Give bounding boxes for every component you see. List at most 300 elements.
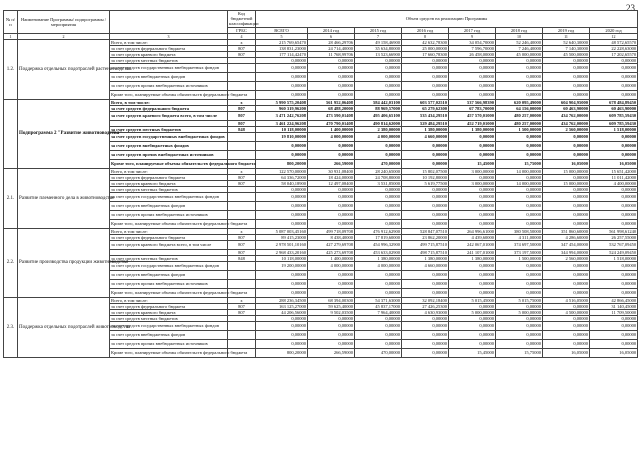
- year-value: 1 380,00000: [402, 255, 449, 261]
- year-value: 678 484,89450: [590, 99, 638, 105]
- year-value: 452 719,01000: [449, 120, 496, 126]
- year-value: 0,00000: [590, 315, 638, 321]
- year-value: 0,00000: [355, 279, 402, 288]
- year-value: 4 000,00000: [355, 132, 402, 141]
- total-value: 3 461 224,96208: [256, 120, 308, 126]
- total-value: 0,00000: [256, 330, 308, 339]
- year-value: 0,00000: [355, 270, 402, 279]
- grbs-code: х: [228, 39, 256, 45]
- group-number: 2.3.: [4, 297, 18, 357]
- year-value: 0,00000: [496, 141, 543, 150]
- year-value: 0,00000: [355, 339, 402, 348]
- year-value: 3 000,00000: [449, 168, 496, 174]
- grbs-code: [228, 72, 256, 81]
- year-value: 0,00000: [308, 90, 355, 99]
- year-value: 0,00000: [402, 321, 449, 330]
- grbs-code: [228, 210, 256, 219]
- grbs-code: 807: [228, 45, 256, 51]
- year-value: 0,00000: [308, 63, 355, 72]
- column-index: 7: [355, 33, 402, 39]
- grbs-code: 848: [228, 126, 256, 132]
- funding-source-label: Всего, в том числе:: [110, 297, 228, 303]
- year-value: 0,00000: [402, 81, 449, 90]
- funding-source-label: за счет средств государственных внебюджетных фондов: [110, 192, 228, 201]
- year-value: 0,00000: [590, 339, 638, 348]
- year-value: 7 964,40000: [355, 309, 402, 315]
- funding-source-label: за счет средств местных бюджетов: [110, 255, 228, 261]
- total-value: 2 978 501,10160: [256, 240, 308, 249]
- year-value: 0,00000: [355, 90, 402, 99]
- funding-source-label: за счет средств государственных внебюджетных фондов: [110, 321, 228, 330]
- year-value: 0,00000: [355, 330, 402, 339]
- year-value: 0,00000: [449, 219, 496, 228]
- funding-source-label: Кроме того, планируемые объемы обязательств федерального бюджета: [110, 348, 228, 357]
- funding-source-label: за счет средств внебюджетных фондов: [110, 72, 228, 81]
- total-value: 10 118,00000: [256, 126, 308, 132]
- year-value: 0,00000: [496, 279, 543, 288]
- year-value: 0,00000: [496, 201, 543, 210]
- year-value: 0,00000: [402, 192, 449, 201]
- year-value: 0,00000: [449, 339, 496, 348]
- budget-table: [3, 10, 638, 358]
- funding-source-label: за счет средств местных бюджетов: [110, 186, 228, 192]
- header-total: ВСЕГО: [256, 27, 308, 33]
- year-value: 0,00000: [355, 63, 402, 72]
- year-value: 0,00000: [355, 72, 402, 81]
- year-value: 4 660,00000: [402, 132, 449, 141]
- total-value: 0,00000: [256, 57, 308, 63]
- year-value: 31 140,45000: [590, 303, 638, 309]
- header-source: [110, 11, 228, 34]
- total-value: 0,00000: [256, 81, 308, 90]
- year-value: 0,00000: [496, 303, 543, 309]
- year-value: 3 000,00000: [449, 180, 496, 186]
- year-value: 0,00000: [449, 132, 496, 141]
- page-number: 23: [626, 3, 635, 13]
- year-value: 498 715,87510: [402, 249, 449, 255]
- grbs-code: 807: [228, 111, 256, 120]
- year-value: 0,00000: [402, 219, 449, 228]
- year-value: 16,05000: [590, 348, 638, 357]
- total-value: 89 415,23000: [256, 234, 308, 240]
- year-value: 0,00000: [308, 315, 355, 321]
- total-value: 177 114,42470: [256, 51, 308, 57]
- year-value: 0,00000: [543, 330, 590, 339]
- year-value: 0,00000: [543, 192, 590, 201]
- grbs-code: 807: [228, 249, 256, 255]
- year-value: 0,00000: [402, 90, 449, 99]
- year-value: 0,00000: [543, 141, 590, 150]
- year-value: 561 952,06408: [308, 99, 355, 105]
- year-value: 0,00000: [496, 261, 543, 270]
- year-value: 0,00000: [308, 321, 355, 330]
- year-value: 1 500,00000: [496, 255, 543, 261]
- year-value: 0,00000: [543, 57, 590, 63]
- funding-source-label: за счет средств внебюджетных фондов: [110, 201, 228, 210]
- total-value: 960 319,96200: [256, 105, 308, 111]
- total-value: 215 769,65470: [256, 39, 308, 45]
- year-value: 0,00000: [308, 288, 355, 297]
- year-value: 25 000,00000: [402, 45, 449, 51]
- year-value: 64 156,00000: [496, 105, 543, 111]
- grbs-code: 807: [228, 105, 256, 111]
- year-value: 470 790,01408: [308, 120, 355, 126]
- year-value: 23 862,20000: [402, 234, 449, 240]
- year-value: 499 715,87510: [402, 240, 449, 249]
- year-value: 0,00000: [543, 63, 590, 72]
- year-value: 0,00000: [308, 186, 355, 192]
- year-value: 34 054,70000: [449, 39, 496, 45]
- year-value: 0,00000: [402, 159, 449, 168]
- year-value: 5 000,00000: [496, 309, 543, 315]
- year-value: 67 783,70000: [449, 105, 496, 111]
- year-value: 0,00000: [496, 81, 543, 90]
- grbs-code: [228, 270, 256, 279]
- total-value: 5 990 575,20408: [256, 99, 308, 105]
- year-value: 15 651,42000: [590, 168, 638, 174]
- year-value: 264 996,61000: [449, 228, 496, 234]
- total-value: 0,00000: [256, 279, 308, 288]
- year-value: 0,00000: [308, 57, 355, 63]
- funding-source-label: Кроме того, планируемые объемы обязательств федерального бюджета: [110, 219, 228, 228]
- year-value: 0,00000: [449, 186, 496, 192]
- year-value: 60 463,90000: [543, 105, 590, 111]
- funding-source-label: за счет средств государственных внебюджетных фондов: [110, 132, 228, 141]
- funding-source-label: за счет средств федерального бюджета: [110, 234, 228, 240]
- year-value: 0,00000: [402, 57, 449, 63]
- year-value: 2 380,00000: [355, 126, 402, 132]
- year-value: 2 560,00000: [543, 126, 590, 132]
- year-value: 0,00000: [590, 57, 638, 63]
- year-value: 0,00000: [449, 330, 496, 339]
- year-value: 32 092,18400: [402, 297, 449, 303]
- year-value: 4 500,00000: [543, 309, 590, 315]
- year-value: 15,45000: [449, 159, 496, 168]
- year-value: 1 500,00000: [496, 126, 543, 132]
- year-value: 0,00000: [543, 270, 590, 279]
- year-value: 0,00000: [543, 201, 590, 210]
- year-value: 0,00000: [590, 90, 638, 99]
- year-value: 5 000,00000: [449, 309, 496, 315]
- total-value: 64 336,72000: [256, 174, 308, 180]
- year-value: 11 768,99706: [308, 51, 355, 57]
- grbs-code: [228, 192, 256, 201]
- year-value: 0,00000: [355, 81, 402, 90]
- total-value: 800,20000: [256, 348, 308, 357]
- funding-source-label: за счет средств внебюджетных фондов: [110, 330, 228, 339]
- year-value: 0,00000: [590, 330, 638, 339]
- total-value: 10 118,00000: [256, 255, 308, 261]
- funding-source-label: Всего, в том числе:: [110, 228, 228, 234]
- total-value: 0,00000: [256, 186, 308, 192]
- year-value: 453 633,02900: [355, 249, 402, 255]
- year-value: 17 660,78300: [402, 51, 449, 57]
- year-value: 1 400,00000: [308, 255, 355, 261]
- year-value: 0,00000: [402, 141, 449, 150]
- total-value: 122 570,00000: [256, 168, 308, 174]
- grbs-code: 807: [228, 180, 256, 186]
- header-year: 2014 год: [308, 27, 355, 33]
- year-value: 0,00000: [355, 321, 402, 330]
- year-value: 0,00000: [355, 219, 402, 228]
- year-value: 0,00000: [543, 339, 590, 348]
- year-value: 0,00000: [308, 141, 355, 150]
- year-value: 0,00000: [590, 63, 638, 72]
- total-value: 19 810,00000: [256, 132, 308, 141]
- year-value: 495 406,65100: [355, 111, 402, 120]
- total-value: 0,00000: [256, 192, 308, 201]
- funding-source-label: за счет средств прочих внебюджетных источников: [110, 81, 228, 90]
- year-value: 1 400,00000: [308, 126, 355, 132]
- funding-source-label: за счет средств федерального бюджета: [110, 105, 228, 111]
- year-value: 0,00000: [543, 186, 590, 192]
- year-value: 0,00000: [449, 57, 496, 63]
- funding-source-label: за счет средств федерального бюджета: [110, 303, 228, 309]
- year-value: 532 767,09450: [590, 240, 638, 249]
- total-value: 3 471 242,76208: [256, 111, 308, 120]
- year-value: 0,00000: [590, 201, 638, 210]
- funding-source-label: за счет средств прочих внебюджетных источников: [110, 150, 228, 159]
- year-value: 30 931,08400: [308, 168, 355, 174]
- year-value: 0,00000: [590, 81, 638, 90]
- year-value: 0,00000: [496, 186, 543, 192]
- total-value: 0,00000: [256, 321, 308, 330]
- year-value: 0,00000: [590, 270, 638, 279]
- header-year: 2017 год: [449, 27, 496, 33]
- year-value: 13 523,66900: [355, 51, 402, 57]
- year-value: 0,00000: [308, 279, 355, 288]
- grbs-code: [228, 279, 256, 288]
- total-value: 0,00000: [256, 315, 308, 321]
- year-value: 0,00000: [449, 141, 496, 150]
- column-index: 4: [228, 33, 256, 39]
- year-value: 0,00000: [449, 81, 496, 90]
- year-value: 3 531,85000: [355, 180, 402, 186]
- year-value: 17 202,65570: [590, 51, 638, 57]
- year-value: 26 458,00000: [449, 51, 496, 57]
- year-value: 0,00000: [402, 201, 449, 210]
- funding-source-label: за счет средств местных бюджетов: [110, 315, 228, 321]
- year-value: 0,00000: [402, 186, 449, 192]
- year-value: 4 000,00000: [308, 132, 355, 141]
- total-value: 0,00000: [256, 270, 308, 279]
- year-value: 4 400,00000: [590, 180, 638, 186]
- group-number: 1.2.: [4, 39, 18, 99]
- year-value: 604 904,95000: [543, 99, 590, 105]
- year-value: 9 502,03500: [308, 309, 355, 315]
- grbs-code: [228, 63, 256, 72]
- year-value: 0,00000: [355, 186, 402, 192]
- header-year: 2018 год: [496, 27, 543, 33]
- year-value: 17 819,60000: [355, 234, 402, 240]
- year-value: 0,00000: [590, 321, 638, 330]
- total-value: 800,20000: [256, 159, 308, 168]
- year-value: 620 095,49000: [496, 99, 543, 105]
- year-value: 0,00000: [308, 81, 355, 90]
- year-value: 476 912,62900: [355, 228, 402, 234]
- year-value: 16,05000: [543, 348, 590, 357]
- year-value: 0,00000: [496, 192, 543, 201]
- year-value: 49 158,46900: [355, 39, 402, 45]
- year-value: 374 697,50000: [496, 240, 543, 249]
- year-value: 0,00000: [496, 270, 543, 279]
- year-value: 242 067,01000: [449, 240, 496, 249]
- year-value: 0,00000: [402, 279, 449, 288]
- year-value: 373 197,50000: [496, 249, 543, 255]
- year-value: 0,00000: [543, 72, 590, 81]
- funding-source-label: Кроме того, планируемые объемы обязательств федерального бюджета: [110, 288, 228, 297]
- year-value: 4 630,93000: [402, 309, 449, 315]
- grbs-code: 807: [228, 51, 256, 57]
- year-value: 4 439,60000: [449, 234, 496, 240]
- year-value: 11 709,50000: [590, 309, 638, 315]
- year-value: 454 996,32900: [355, 240, 402, 249]
- year-value: 480 257,00000: [496, 120, 543, 126]
- year-value: 0,00000: [496, 90, 543, 99]
- year-value: 344 994,00000: [543, 249, 590, 255]
- year-value: 528 847,07510: [402, 228, 449, 234]
- total-value: 0,00000: [256, 219, 308, 228]
- year-value: 0,00000: [543, 132, 590, 141]
- year-value: 0,00000: [590, 141, 638, 150]
- year-value: 0,00000: [308, 330, 355, 339]
- year-value: 15,45000: [449, 348, 496, 357]
- funding-source-label: за счет средств внебюджетных фондов: [110, 141, 228, 150]
- year-value: 561 998,61240: [590, 228, 638, 234]
- year-value: 18 424,00000: [308, 174, 355, 180]
- year-value: 0,00000: [355, 192, 402, 201]
- year-value: 470,00000: [355, 159, 402, 168]
- year-value: 0,00000: [308, 72, 355, 81]
- year-value: 1 380,00000: [449, 255, 496, 261]
- column-index: 3: [110, 33, 228, 39]
- year-value: 0,00000: [496, 57, 543, 63]
- funding-source-label: за счет средств краевого бюджета: [110, 51, 228, 57]
- year-value: 266,59000: [308, 348, 355, 357]
- year-value: 0,00000: [590, 150, 638, 159]
- year-value: 16,05000: [590, 159, 638, 168]
- year-value: 0,00000: [308, 192, 355, 201]
- year-value: 603 577,02510: [402, 99, 449, 105]
- year-value: 380 508,50000: [496, 228, 543, 234]
- year-value: 24 708,80000: [355, 174, 402, 180]
- total-value: 44 206,56000: [256, 309, 308, 315]
- year-value: 1 380,00000: [355, 255, 402, 261]
- total-value: 0,00000: [256, 90, 308, 99]
- year-value: 609 785,59430: [590, 120, 638, 126]
- total-value: 0,00000: [256, 201, 308, 210]
- funding-source-label: за счет средств прочих внебюджетных источников: [110, 279, 228, 288]
- year-value: 45 000,00000: [496, 51, 543, 57]
- year-value: 5 015,75000: [496, 297, 543, 303]
- year-value: 0,00000: [355, 201, 402, 210]
- group-number: [4, 99, 18, 168]
- year-value: 0,00000: [496, 63, 543, 72]
- total-value: 138 831,23000: [256, 45, 308, 51]
- year-value: 4 311,00000: [496, 234, 543, 240]
- year-value: 0,00000: [308, 201, 355, 210]
- total-value: 19 200,00000: [256, 261, 308, 270]
- year-value: 0,00000: [543, 81, 590, 90]
- year-value: 0,00000: [449, 315, 496, 321]
- total-value: 288 236,34500: [256, 297, 308, 303]
- header-code: Код бюджетной классификации: [229, 11, 259, 27]
- year-value: 27 426,25300: [402, 303, 449, 309]
- funding-source-label: Кроме того, планируемые объемы обязательств федерального бюджета: [110, 159, 228, 168]
- year-value: 8 438,40000: [308, 234, 355, 240]
- year-value: 22 228,63000: [590, 45, 638, 51]
- grbs-code: [228, 141, 256, 150]
- funding-source-label: за счет средств внебюджетных фондов: [110, 270, 228, 279]
- year-value: 0,00000: [402, 72, 449, 81]
- year-value: 0,00000: [496, 339, 543, 348]
- year-value: 0,00000: [590, 192, 638, 201]
- year-value: 11 011,42000: [590, 174, 638, 180]
- year-value: 65 279,62300: [402, 105, 449, 111]
- grbs-code: 807: [228, 309, 256, 315]
- year-value: 0,00000: [590, 219, 638, 228]
- year-value: 0,00000: [449, 270, 496, 279]
- funding-source-label: за счет средств краевого бюджета всего, в том числе: [110, 240, 228, 249]
- year-value: 0,00000: [402, 210, 449, 219]
- year-value: 0,00000: [543, 219, 590, 228]
- year-value: 351 860,60000: [543, 228, 590, 234]
- year-value: 0,00000: [496, 132, 543, 141]
- group-name: Подпрограмма 2 "Развитие животноводства": [18, 99, 110, 168]
- year-value: 14 000,00000: [496, 180, 543, 186]
- year-value: 15,75000: [496, 159, 543, 168]
- year-value: 0,00000: [590, 186, 638, 192]
- year-value: 4 660,00000: [402, 261, 449, 270]
- year-value: 0,00000: [402, 150, 449, 159]
- year-value: 0,00000: [543, 288, 590, 297]
- year-value: 45 500,00000: [543, 51, 590, 57]
- year-value: 0,00000: [355, 288, 402, 297]
- year-value: 535 434,29510: [402, 111, 449, 120]
- year-value: 0,00000: [496, 315, 543, 321]
- column-index: 9: [449, 33, 496, 39]
- year-value: 0,00000: [449, 174, 496, 180]
- grbs-code: 807: [228, 234, 256, 240]
- funding-source-label: за счет средств краевого бюджета всего, в том числе: [110, 111, 228, 120]
- year-value: 15,75000: [496, 348, 543, 357]
- year-value: 0,00000: [449, 210, 496, 219]
- year-value: 4 516,05000: [543, 297, 590, 303]
- grbs-code: х: [228, 99, 256, 105]
- year-value: 0,00000: [308, 150, 355, 159]
- total-value: 58 040,18900: [256, 180, 308, 186]
- year-value: 59 625,40000: [308, 303, 355, 309]
- funding-source-label: за счет средств прочих внебюджетных источников: [110, 339, 228, 348]
- year-value: 524 249,09450: [590, 249, 638, 255]
- year-value: 10 192,80000: [402, 174, 449, 180]
- year-value: 0,00000: [308, 219, 355, 228]
- column-index: 8: [402, 33, 449, 39]
- grbs-code: х: [228, 168, 256, 174]
- year-value: 4 000,00000: [308, 261, 355, 270]
- year-value: 24 714,40000: [308, 45, 355, 51]
- funding-source-label: за счет средств местных бюджетов: [110, 126, 228, 132]
- year-value: 15 802,07500: [402, 168, 449, 174]
- year-value: 16,05000: [543, 159, 590, 168]
- year-value: 0,00000: [496, 210, 543, 219]
- year-value: 0,00000: [449, 150, 496, 159]
- group-number: 2.2.: [4, 228, 18, 297]
- year-value: 0,00000: [543, 174, 590, 180]
- year-value: 5 619,77500: [402, 180, 449, 186]
- year-value: 434 762,00000: [543, 120, 590, 126]
- total-value: 0,00000: [256, 63, 308, 72]
